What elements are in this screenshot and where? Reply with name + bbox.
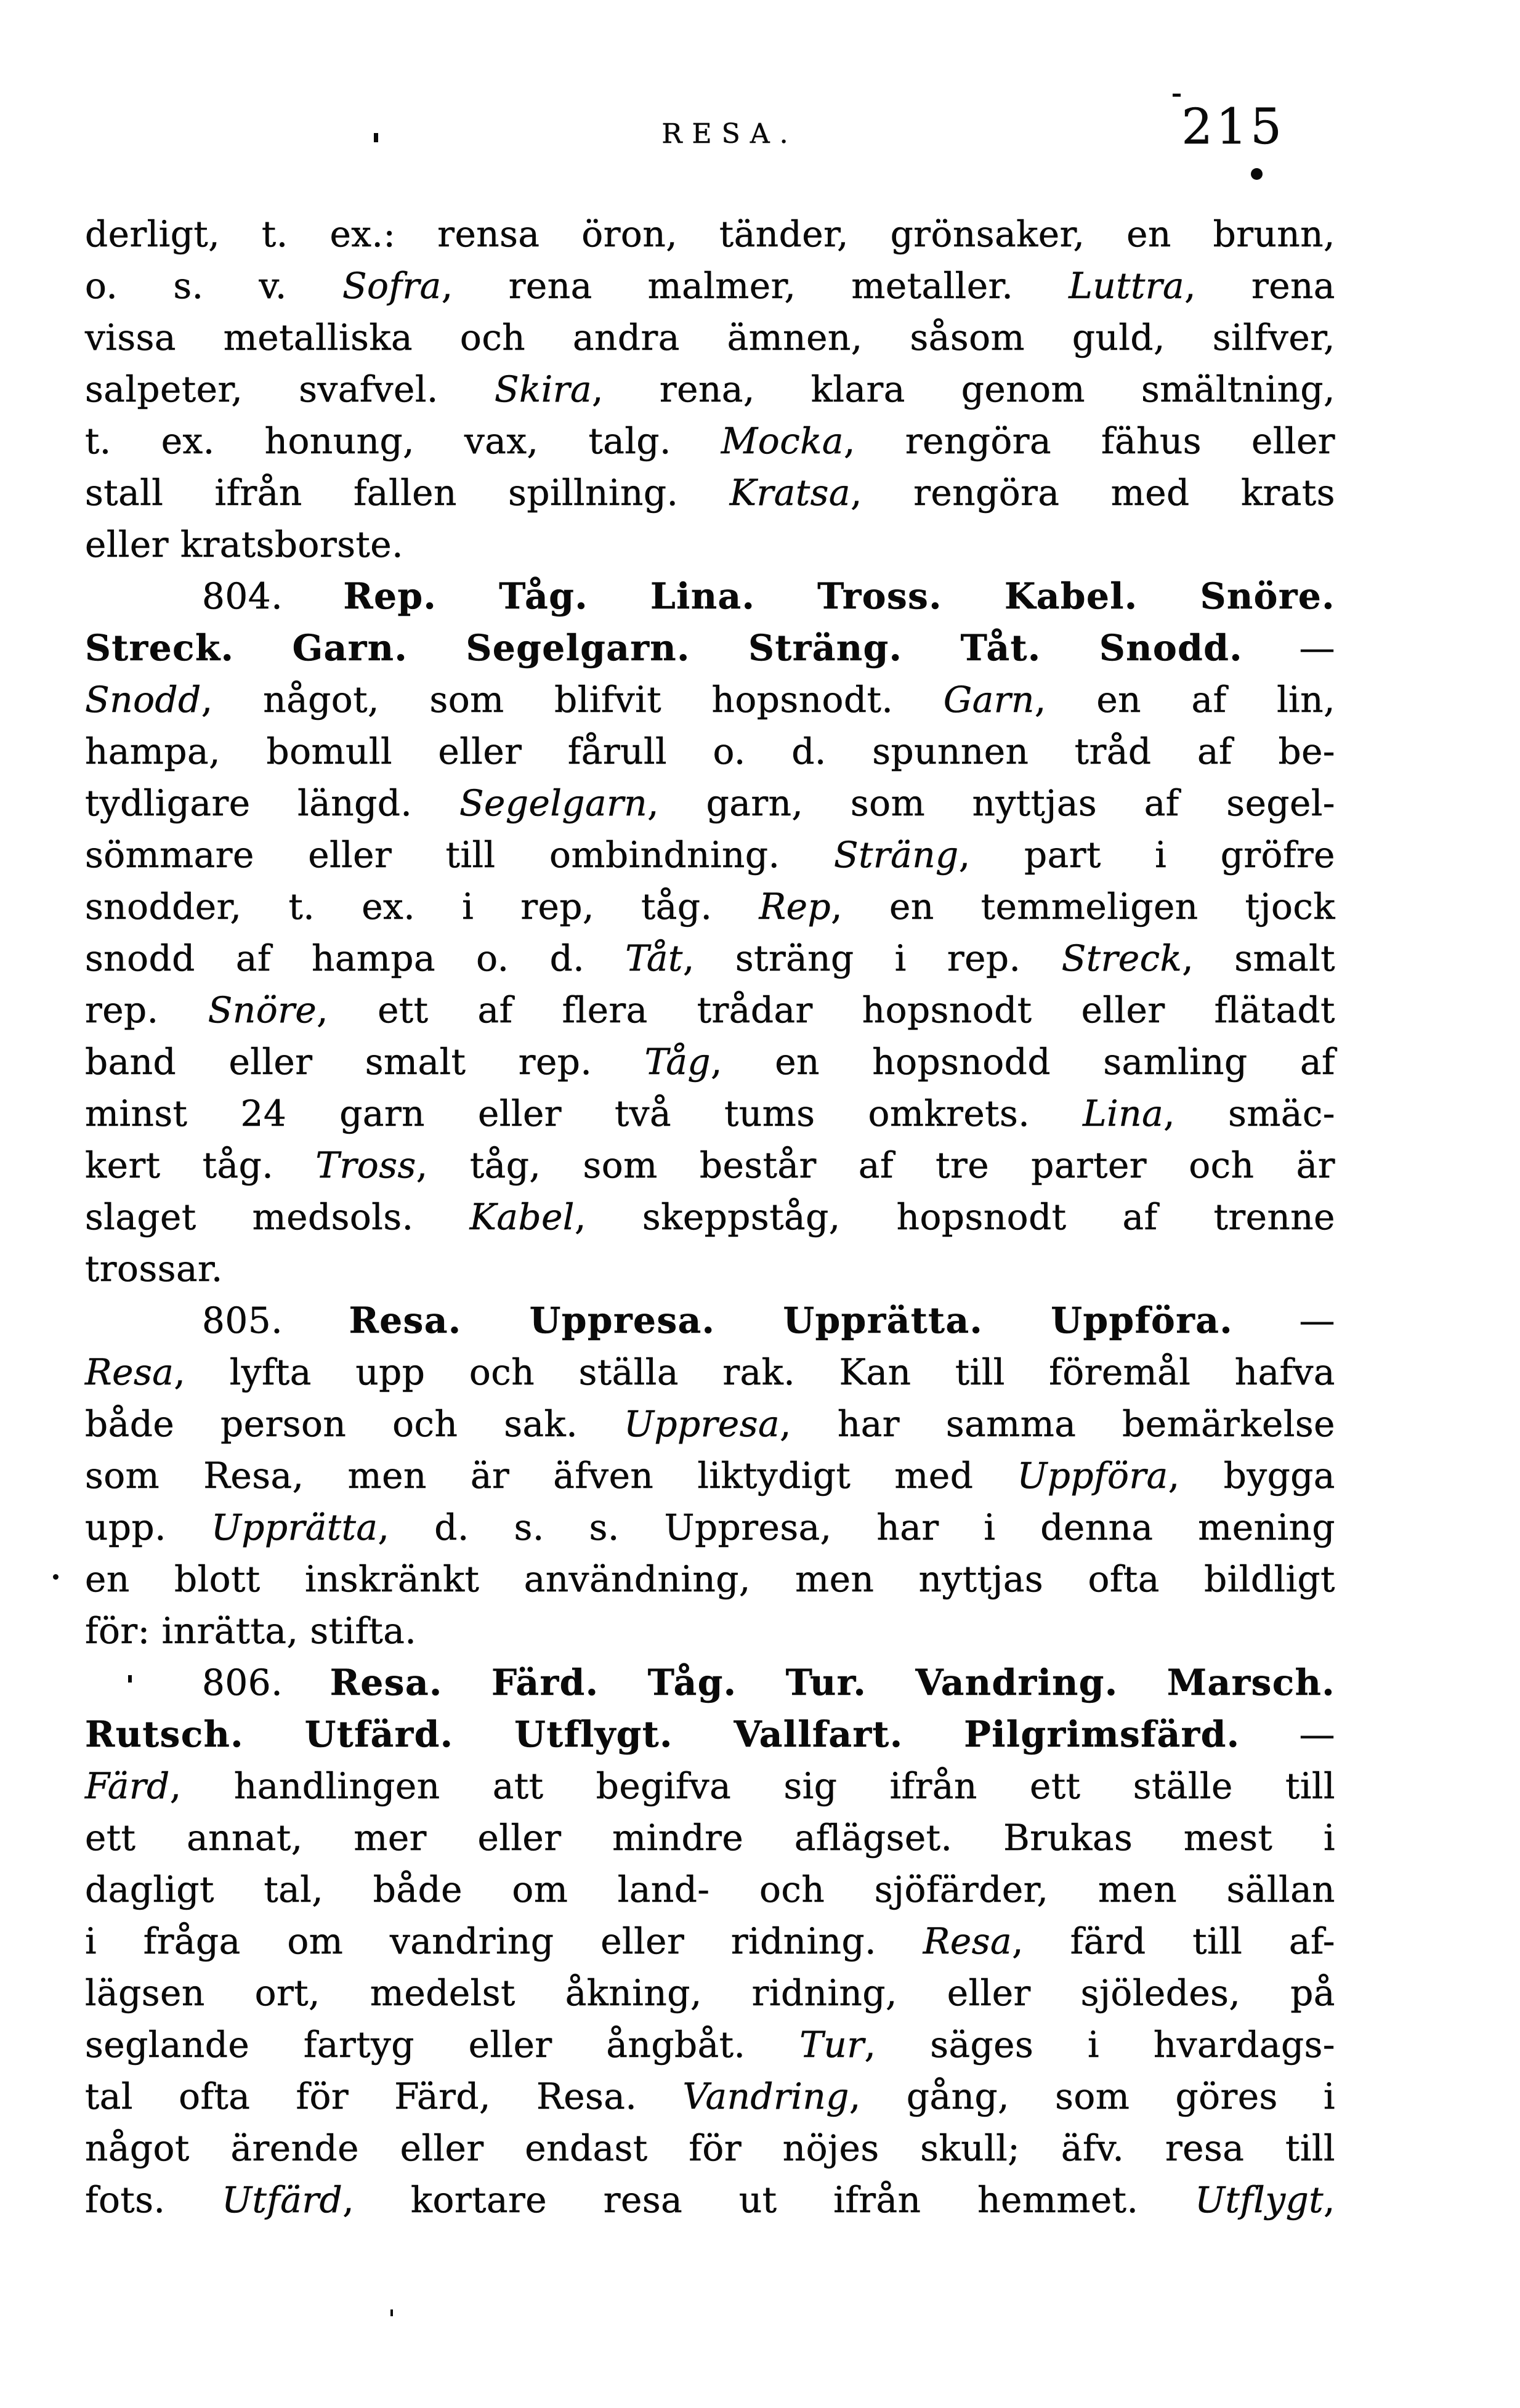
text-line: [85, 1295, 1335, 1346]
body-text: för: inrätta, stifta.: [85, 1610, 417, 1652]
text-line: [85, 2071, 1335, 2122]
body-text: , kortare resa ut ifrån hemmet.: [342, 2179, 1195, 2221]
body-text: snodd af hampa o. d.: [85, 937, 626, 979]
body-text: t. ex. honung, vax, talg.: [85, 420, 721, 462]
body-text: tal ofta för Färd, Resa.: [85, 2075, 683, 2117]
body-text: , smalt: [1182, 937, 1336, 979]
body-text: rep.: [85, 989, 208, 1031]
running-title: RESA.: [661, 118, 798, 150]
body-text: 806.: [202, 1662, 330, 1703]
text-line: [85, 1191, 1335, 1243]
body-text: , något, som blifvit hopsnodt.: [201, 679, 944, 721]
body-text: , har samma bemärkelse: [780, 1403, 1336, 1445]
italic-term: Segelgarn: [459, 782, 648, 824]
body-text: , gång, som göres i: [849, 2075, 1336, 2117]
text-line: [85, 1915, 1335, 1967]
italic-term: Resa: [85, 1351, 174, 1393]
text-line: [85, 1967, 1335, 2019]
body-text: hampa, bomull eller fårull o. d. spunnen tråd af be-: [85, 730, 1335, 772]
body-text: ett annat, mer eller mindre aflägset. Brukas mest i: [85, 1817, 1335, 1859]
text-line: [85, 1605, 1335, 1657]
italic-term: Streck: [1061, 937, 1182, 979]
body-text: , rena malmer, metaller.: [441, 265, 1069, 307]
body-text: , lyfta upp och ställa rak. Kan till föremål hafva: [174, 1351, 1335, 1393]
text-line: [85, 777, 1335, 829]
body-text: något ärende eller endast för nöjes skull; äfv. resa till: [85, 2127, 1335, 2169]
text-line: [85, 1501, 1335, 1553]
text-line: [85, 984, 1335, 1036]
body-text: , rena: [1184, 265, 1336, 307]
italic-term: Färd: [85, 1765, 170, 1807]
italic-term: Kabel: [469, 1196, 575, 1238]
italic-term: Garn: [943, 679, 1035, 721]
ink-speck: [53, 1574, 59, 1580]
text-line: [85, 1812, 1335, 1864]
body-text: eller kratsborste.: [85, 523, 404, 565]
text-line: [85, 467, 1335, 519]
body-text: upp.: [85, 1506, 211, 1548]
text-line: [85, 312, 1335, 363]
text-line: [85, 1657, 1335, 1708]
text-line: [85, 1036, 1335, 1088]
body-text: , ett af flera trådar hopsnodt eller flätadt: [317, 989, 1335, 1031]
body-text: som Resa, men är äfven liktydigt med: [85, 1455, 1017, 1497]
italic-term: Sofra: [342, 265, 442, 307]
body-text: , garn, som nyttjas af segel-: [647, 782, 1335, 824]
body-text: seglande fartyg eller ångbåt.: [85, 2024, 800, 2066]
text-line: [85, 2019, 1335, 2071]
body-text: , d. s. s. Uppresa, har i denna mening: [378, 1506, 1335, 1548]
body-text: salpeter, svafvel.: [85, 368, 495, 410]
bold-headword: Rep. Tåg. Lina. Tross. Kabel. Snöre.: [343, 575, 1335, 617]
ink-speck: [1251, 168, 1263, 180]
body-text: tydligare längd.: [85, 782, 459, 824]
body-text: , handlingen att begifva sig ifrån ett ställe till: [169, 1765, 1335, 1807]
text-line: [85, 519, 1335, 570]
italic-term: Utfärd: [222, 2179, 343, 2221]
body-text: en blott inskränkt användning, men nyttjas ofta bildligt: [85, 1558, 1335, 1600]
body-text: , rena, klara genom smältning,: [592, 368, 1335, 410]
text-line: [85, 2174, 1335, 2226]
body-text: , en hopsnodd samling af: [711, 1041, 1335, 1083]
text-line: [85, 1088, 1335, 1139]
text-line: [85, 725, 1335, 777]
italic-term: Utflygt: [1195, 2179, 1324, 2221]
body-text: minst 24 garn eller två tums omkrets.: [85, 1093, 1083, 1134]
text-line: [85, 1864, 1335, 1915]
text-line: [85, 622, 1335, 674]
body-text: —: [1240, 1713, 1335, 1755]
text-line: [85, 363, 1335, 415]
body-text: kert tåg.: [85, 1144, 316, 1186]
italic-term: Upprätta: [211, 1506, 378, 1548]
italic-term: Snodd: [85, 679, 201, 721]
text-line: [85, 881, 1335, 932]
italic-term: Vandring: [682, 2075, 849, 2117]
body-text: vissa metalliska och andra ämnen, såsom guld, silfver,: [85, 317, 1335, 358]
running-head: [0, 0, 1520, 185]
text-line: [85, 1139, 1335, 1191]
italic-term: Tross: [315, 1144, 416, 1186]
text-line: [85, 570, 1335, 622]
ink-speck: [374, 133, 378, 142]
body-text: stall ifrån fallen spillning.: [85, 472, 730, 514]
body-text: 805.: [202, 1299, 349, 1341]
italic-term: Tur: [799, 2024, 865, 2066]
italic-term: Tåt: [625, 937, 683, 979]
body-text: slaget medsols.: [85, 1196, 470, 1238]
italic-term: Tåg: [644, 1041, 711, 1083]
text-line: [85, 1243, 1335, 1295]
bold-headword: Resa. Färd. Tåg. Tur. Vandring. Marsch.: [329, 1662, 1336, 1703]
bold-headword: Rutsch. Utfärd. Utflygt. Vallfart. Pilgrimsfärd.: [85, 1713, 1240, 1755]
body-text: snodder, t. ex. i rep, tåg.: [85, 886, 759, 927]
body-text: fots.: [85, 2179, 222, 2221]
ink-speck: [128, 1675, 132, 1683]
body-text: , skeppståg, hopsnodt af trenne: [574, 1196, 1335, 1238]
text-line: [85, 260, 1335, 312]
text-line: [85, 1708, 1335, 1760]
body-text: , part i gröfre: [958, 834, 1335, 876]
body-text: , tåg, som består af tre parter och är: [416, 1144, 1335, 1186]
italic-term: Snöre: [208, 989, 317, 1031]
italic-term: Resa: [923, 1920, 1013, 1962]
body-text: ,: [1324, 2179, 1335, 2221]
body-text: trossar.: [85, 1248, 223, 1290]
body-text: , rengöra med krats: [851, 472, 1335, 514]
body-text: , säges i hvardags-: [864, 2024, 1336, 2066]
body-text: , smäc-: [1163, 1093, 1336, 1134]
ink-speck: [1173, 94, 1181, 97]
body-text: , färd till af-: [1012, 1920, 1335, 1962]
body-text: band eller smalt rep.: [85, 1041, 645, 1083]
body-text: lägsen ort, medelst åkning, ridning, eller sjöledes, på: [85, 1972, 1335, 2014]
italic-term: Luttra: [1069, 265, 1185, 307]
body-text: o. s. v.: [85, 265, 342, 307]
text-line: [85, 1450, 1335, 1501]
body-text: —: [1233, 1299, 1336, 1341]
body-text: både person och sak.: [85, 1403, 625, 1445]
text-line: [85, 208, 1335, 260]
text-line: [85, 1760, 1335, 1812]
body-text: , sträng i rep.: [682, 937, 1062, 979]
text-line: [85, 674, 1335, 725]
bold-headword: Resa. Uppresa. Upprätta. Uppföra.: [349, 1299, 1234, 1341]
italic-term: Skira: [494, 368, 592, 410]
body-text: , en temmeligen tjock: [831, 886, 1335, 927]
body-text: i fråga om vandring eller ridning.: [85, 1920, 923, 1962]
text-line: [85, 1398, 1335, 1450]
body-text: derligt, t. ex.: rensa öron, tänder, grönsaker, en brunn,: [85, 213, 1335, 255]
text-line: [85, 932, 1335, 984]
text-line: [85, 415, 1335, 467]
body-text: —: [1242, 627, 1336, 669]
body-text: sömmare eller till ombindning.: [85, 834, 834, 876]
text-line: [85, 829, 1335, 881]
body-text: , rengöra fähus eller: [843, 420, 1336, 462]
page-number: 215: [1181, 98, 1285, 155]
body-text: , bygga: [1168, 1455, 1335, 1497]
italic-term: Kratsa: [729, 472, 851, 514]
italic-term: Rep: [759, 886, 831, 927]
italic-term: Lina: [1083, 1093, 1164, 1134]
italic-term: Uppföra: [1017, 1455, 1168, 1497]
italic-term: Uppresa: [624, 1403, 780, 1445]
text-line: [85, 1553, 1335, 1605]
italic-term: Mocka: [721, 420, 844, 462]
text-line: [85, 1346, 1335, 1398]
body-text: 804.: [202, 575, 344, 617]
text-line: [85, 2122, 1335, 2174]
italic-term: Sträng: [833, 834, 959, 876]
body-text: , en af lin,: [1034, 679, 1335, 721]
ink-speck: [390, 2309, 393, 2316]
bold-headword: Streck. Garn. Segelgarn. Sträng. Tåt. Snodd.: [85, 627, 1243, 669]
text-block: [85, 208, 1335, 2226]
body-text: dagligt tal, både om land- och sjöfärder, men sällan: [85, 1869, 1335, 1910]
